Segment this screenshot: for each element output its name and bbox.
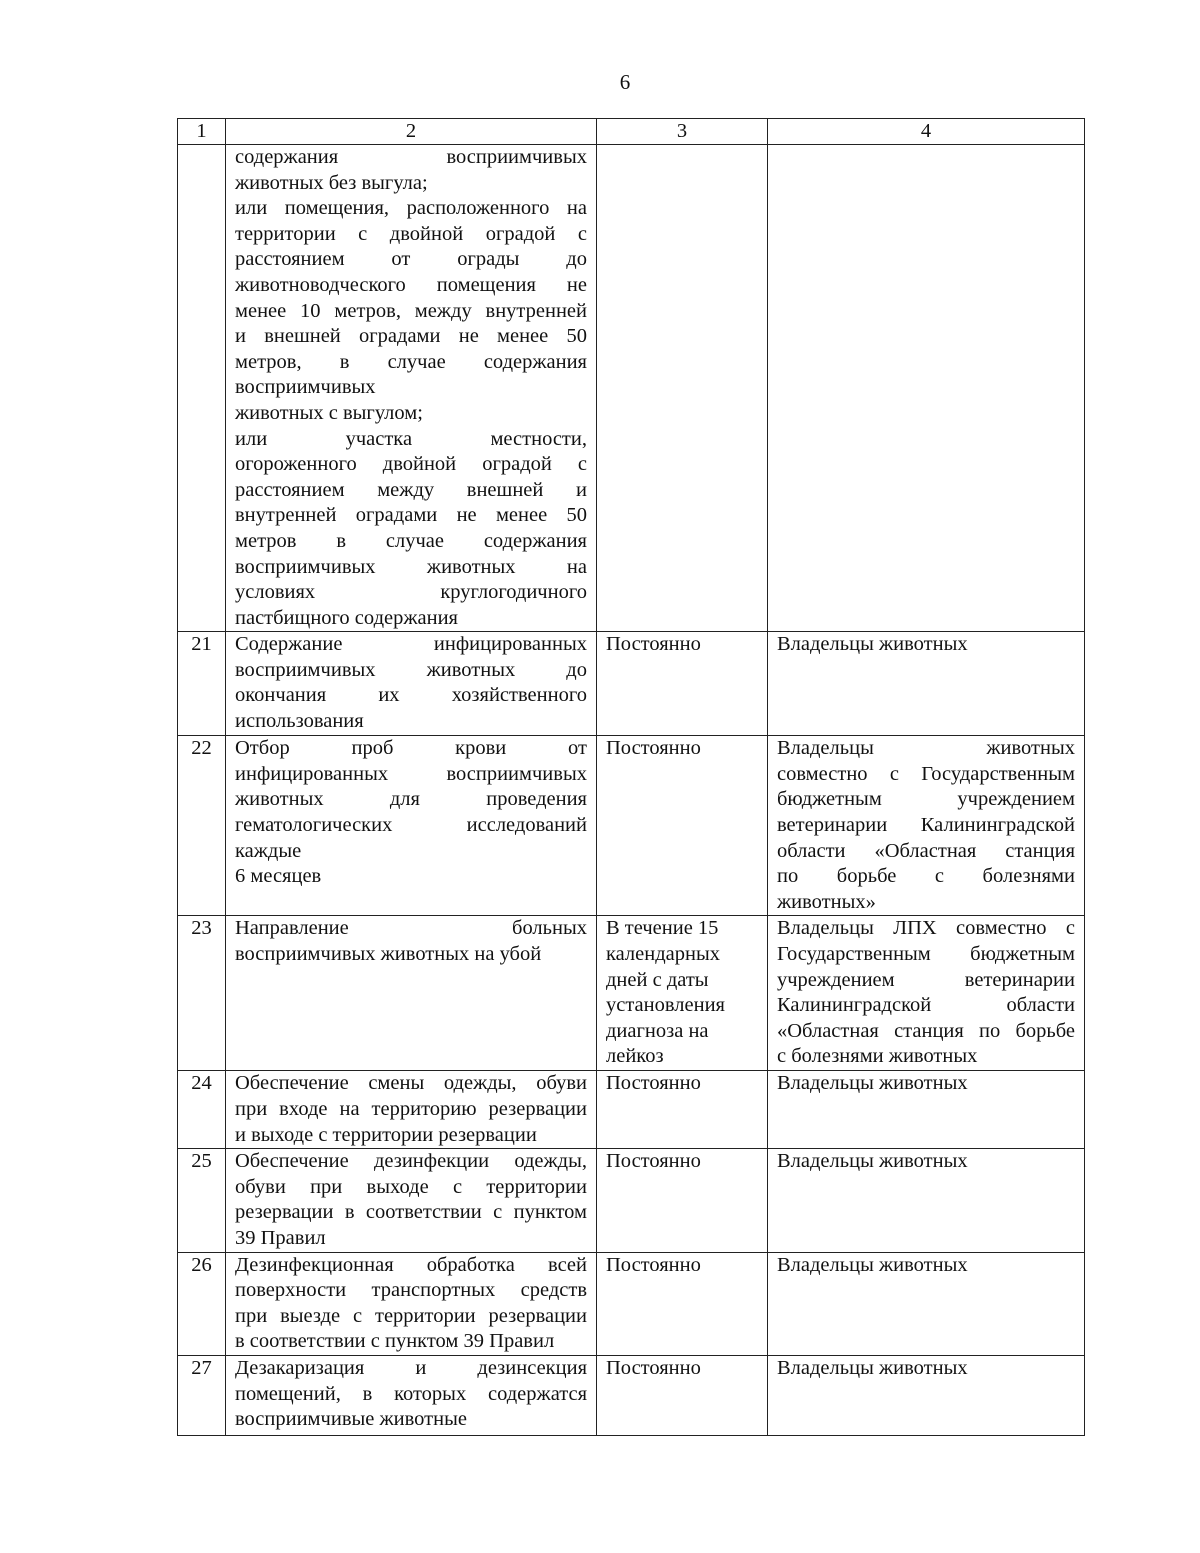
term-cell xyxy=(597,736,768,916)
cell-line: использования xyxy=(235,710,364,733)
measures-table xyxy=(177,118,1085,1436)
cell-line: восприимчивых животных до xyxy=(235,658,587,681)
cell-line: восприимчивые животные xyxy=(235,1408,467,1431)
table-row xyxy=(178,1355,1085,1435)
cell-line: Постоянно xyxy=(606,633,701,656)
cell-line: обуви при выходе с территории xyxy=(235,1175,587,1198)
cell-line: лейкоз xyxy=(606,1045,664,1068)
cell-line: пастбищного содержания xyxy=(235,606,458,629)
cell-line: В течение 15 xyxy=(606,917,719,940)
cell-line: инфицированных восприимчивых xyxy=(235,762,587,785)
cell-line: Постоянно xyxy=(606,1253,701,1276)
cell-line: с болезнями животных xyxy=(777,1045,978,1068)
header-col-1: 1 xyxy=(178,119,226,145)
cell-line: каждые xyxy=(235,839,302,862)
cell-line: восприимчивых животных на xyxy=(235,555,587,578)
cell-line: Дезакаризация и дезинсекция xyxy=(235,1356,587,1379)
table-body xyxy=(178,145,1085,1436)
cell-line: совместно с Государственным xyxy=(777,762,1075,785)
cell-line: помещений, в которых содержатся xyxy=(235,1382,587,1405)
cell-line: Дезинфекционная обработка всей xyxy=(235,1253,587,1276)
responsible-cell xyxy=(768,632,1085,736)
cell-line: животных без выгула; xyxy=(235,171,428,194)
cell-line: расстоянием между внешней и xyxy=(235,478,587,501)
cell-line: Постоянно xyxy=(606,1356,701,1379)
term-cell xyxy=(597,145,768,632)
cell-line: Отбор проб крови от xyxy=(235,737,587,760)
cell-line: диагноза на xyxy=(606,1019,709,1042)
row-number: 21 xyxy=(178,632,226,736)
header-col-3: 3 xyxy=(597,119,768,145)
row-number xyxy=(178,145,226,632)
term-cell xyxy=(597,1071,768,1149)
measure-cell xyxy=(226,1071,597,1149)
row-number: 24 xyxy=(178,1071,226,1149)
cell-line: и внешней оградами не менее 50 xyxy=(235,325,587,348)
cell-line: внутренней оградами не менее 50 xyxy=(235,504,587,527)
cell-line: календарных xyxy=(606,943,721,966)
term-cell xyxy=(597,632,768,736)
cell-line: восприимчивых животных на убой xyxy=(235,943,542,966)
cell-line: восприимчивых xyxy=(235,376,376,399)
term-cell xyxy=(597,1149,768,1252)
responsible-cell xyxy=(768,916,1085,1071)
cell-line: Владельцы животных xyxy=(777,633,968,656)
cell-line: Владельцы животных xyxy=(777,1253,968,1276)
cell-line: Владельцы животных xyxy=(777,1072,968,1095)
cell-line: установления xyxy=(606,994,725,1017)
header-col-4: 4 xyxy=(768,119,1085,145)
responsible-cell xyxy=(768,736,1085,916)
row-number: 26 xyxy=(178,1252,226,1355)
cell-line: 39 Правил xyxy=(235,1227,326,1249)
cell-line: Государственным бюджетным xyxy=(777,943,1075,966)
cell-line: или помещения, расположенного на xyxy=(235,197,587,220)
table-header-row xyxy=(178,119,1085,145)
cell-line: в соответствии с пунктом 39 Правил xyxy=(235,1330,555,1353)
cell-line: или участка местности, xyxy=(235,427,587,450)
cell-line: окончания их хозяйственного xyxy=(235,684,587,707)
measure-cell xyxy=(226,916,597,1071)
cell-line: Постоянно xyxy=(606,737,701,760)
table-row xyxy=(178,1252,1085,1355)
cell-line: и выходе с территории резервации xyxy=(235,1123,537,1146)
cell-line: области «Областная станция xyxy=(777,839,1075,862)
cell-line: расстоянием от ограды до xyxy=(235,248,587,271)
term-cell xyxy=(597,916,768,1071)
cell-line: Обеспечение дезинфекции одежды, xyxy=(235,1150,587,1173)
cell-line: Содержание инфицированных xyxy=(235,633,587,656)
term-cell xyxy=(597,1252,768,1355)
cell-line: Обеспечение смены одежды, обуви xyxy=(235,1072,587,1095)
responsible-cell xyxy=(768,1071,1085,1149)
cell-line: метров в случае содержания xyxy=(235,529,587,552)
responsible-cell xyxy=(768,1252,1085,1355)
page-number: 6 xyxy=(619,70,631,94)
cell-line: ветеринарии Калининградской xyxy=(777,814,1075,837)
row-number: 25 xyxy=(178,1149,226,1252)
cell-line: Владельцы ЛПХ совместно с xyxy=(777,917,1075,940)
measure-cell xyxy=(226,736,597,916)
cell-line: Калининградской области xyxy=(777,994,1075,1017)
header-col-2: 2 xyxy=(226,119,597,145)
table-row-continued xyxy=(178,145,1085,632)
cell-line: поверхности транспортных средств xyxy=(235,1279,587,1302)
table-row xyxy=(178,736,1085,916)
measure-cell xyxy=(226,145,597,632)
cell-line: дней с даты xyxy=(606,968,709,991)
cell-line: по борьбе с болезнями xyxy=(777,865,1075,888)
responsible-cell xyxy=(768,1149,1085,1252)
responsible-cell xyxy=(768,1355,1085,1435)
term-cell xyxy=(597,1355,768,1435)
cell-line: условиях круглогодичного xyxy=(235,581,587,604)
cell-line: животных» xyxy=(777,890,876,913)
cell-line: резервации в соответствии с пунктом xyxy=(235,1201,587,1224)
cell-line: Владельцы животных xyxy=(777,1150,968,1173)
measure-cell xyxy=(226,1252,597,1355)
cell-line: территории с двойной оградой с xyxy=(235,222,587,245)
responsible-cell xyxy=(768,145,1085,632)
cell-line: содержания восприимчивых xyxy=(235,146,587,168)
cell-line: «Областная станция по борьбе xyxy=(777,1019,1075,1042)
cell-line: огороженного двойной оградой с xyxy=(235,453,587,476)
cell-line: Постоянно xyxy=(606,1072,701,1095)
cell-line: гематологических исследований xyxy=(235,814,587,837)
cell-line: при входе на территорию резервации xyxy=(235,1098,587,1121)
cell-line: Постоянно xyxy=(606,1150,701,1173)
cell-line: Владельцы животных xyxy=(777,1356,968,1379)
table-row xyxy=(178,1149,1085,1252)
table-row xyxy=(178,1071,1085,1149)
cell-line: 6 месяцев xyxy=(235,865,322,888)
cell-line: Направление больных xyxy=(235,917,587,940)
cell-line: животных для проведения xyxy=(235,788,587,811)
row-number: 23 xyxy=(178,916,226,1071)
cell-line: учреждением ветеринарии xyxy=(777,968,1075,991)
table-row xyxy=(178,916,1085,1071)
cell-line: животноводческого помещения не xyxy=(235,273,587,296)
cell-line: бюджетным учреждением xyxy=(777,788,1075,811)
measure-cell xyxy=(226,1355,597,1435)
cell-line: при выезде с территории резервации xyxy=(235,1304,587,1327)
cell-line: менее 10 метров, между внутренней xyxy=(235,299,587,322)
cell-line: метров, в случае содержания xyxy=(235,350,587,373)
row-number: 27 xyxy=(178,1355,226,1435)
cell-line: животных с выгулом; xyxy=(235,401,423,424)
measure-cell xyxy=(226,632,597,736)
row-number: 22 xyxy=(178,736,226,916)
measure-cell xyxy=(226,1149,597,1252)
cell-line: Владельцы животных xyxy=(777,737,1075,760)
table-row xyxy=(178,632,1085,736)
